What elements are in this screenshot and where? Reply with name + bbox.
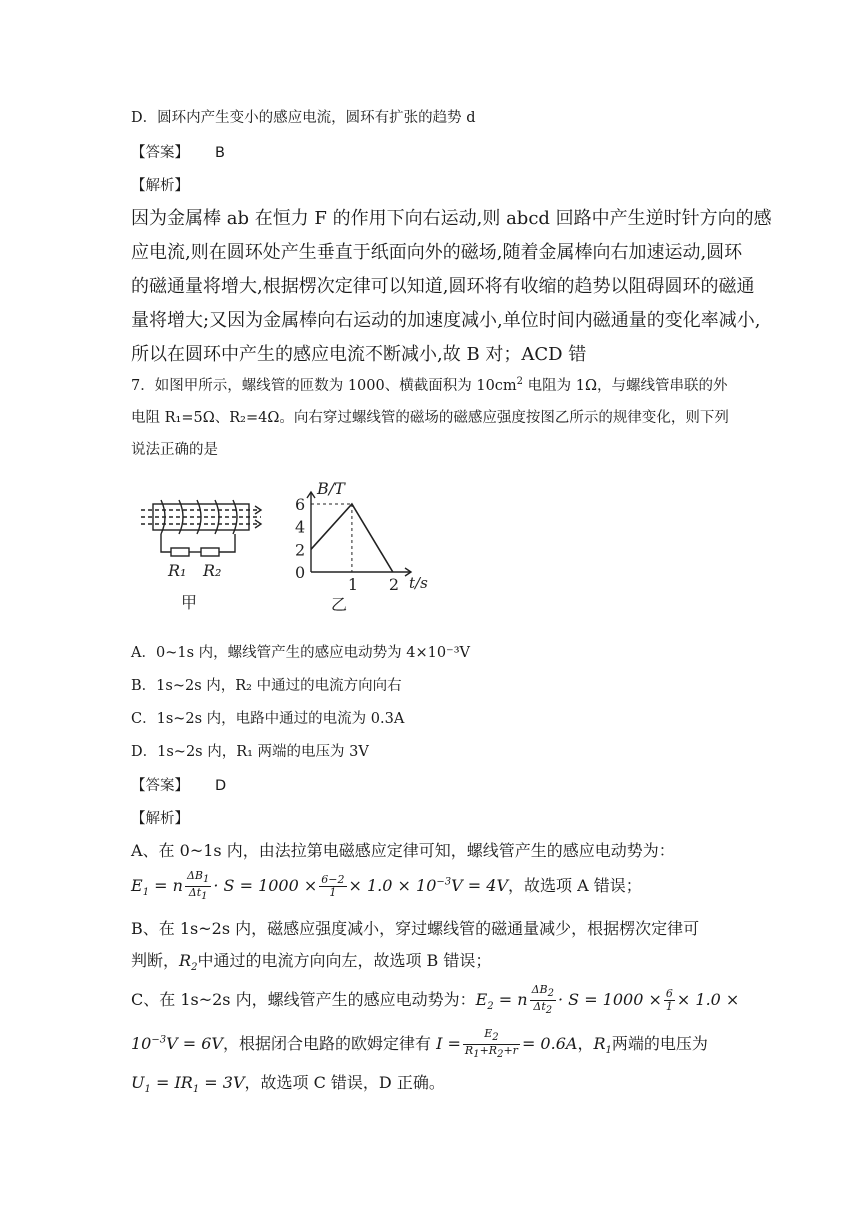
q7-stem-line-3: 说法正确的是 [131,442,218,458]
formula-current: I = $\frac{E_2}{R_1+R_2+r}$ = 0.6A [436,1027,578,1061]
q7-analysis-c-line-1 [131,984,739,1017]
q7-analysis-tag: 【解析】 [131,811,189,827]
q7-option-c: C．1s~2s 内，电路中通过的电流为 0.3A [131,711,405,727]
q7-analysis-c-line-2: $10^{-3}V = 6V$，根据闭合电路的欧姆定律有 I = $\frac{E_2}{R_1+R_2+r}$ = 0.6A，$R_1$两端的电压为 [131,1027,708,1061]
x-axis-label: t/s [409,574,428,592]
q7-a-2: ，故选项 A 错误； [508,876,642,896]
q7-stem-line-1 [131,374,728,395]
formula-r2: $R_2$ [179,951,198,974]
q6-analysis-tag: 【解析】 [131,178,189,194]
q6-analysis-line-3: 的磁通量将增大,根据楞次定律可以知道,圆环将有收缩的趋势以阻碍圆环的磁通 [131,276,755,297]
q7-answer-value: D [215,778,227,794]
q7-option-a: A．0~1s 内，螺线管产生的感应电动势为 4×10⁻³V [131,645,470,661]
formula-e2: $E_2 = n$ $\frac{\Delta B_2}{\Delta t_2}$ · S = 1000 × $\frac{6}{1}$ × 1.0 × [475,983,740,1017]
q7-stem-1sup: 2 [516,376,524,388]
q7-c-2a: ，根据闭合电路的欧姆定律有 [222,1034,431,1054]
q6-answer [131,141,225,162]
b-t-graph [295,479,428,594]
q7-c-2b: 两端的电压为 [611,1034,708,1054]
label-yi: 乙 [331,595,348,614]
y-tick-label: 4 [295,517,306,537]
b-series-line [311,504,393,572]
y-tick-label: 2 [295,540,306,560]
y-tick-label: 0 [295,563,306,582]
q6-answer-value: B [215,145,225,161]
label-r1: R₁ [168,561,187,580]
q7-b-2a: 判断， [131,951,180,970]
formula-r1: $R_1$ [593,1034,612,1057]
label-jia: 甲 [181,593,198,612]
q7-answer [131,774,226,795]
q6-analysis-line-4: 量将增大;又因为金属棒向右运动的加速度减小,单位时间内磁通量的变化率减小, [131,310,761,331]
formula-u1: $U_1 = IR_1 = 3V$ [131,1073,245,1096]
q7-stem-1a: 7．如图甲所示，螺线管的匝数为 1000、横截面积为 10cm [131,378,517,394]
wire-right [219,534,235,552]
q7-analysis-a-line-2 [131,870,642,903]
x-tick-label: 1 [347,575,359,594]
y-axis-label: B/T [317,479,345,498]
q7-analysis-c-line-3 [131,1070,445,1095]
q7-option-b: B．1s~2s 内，R₂ 中通过的电流方向向右 [131,678,402,694]
q7-stem-line-2: 电阻 R₁=5Ω、R₂=4Ω。向右穿过螺线管的磁场的磁感应强度按图乙所示的规律变化，则下列 [131,410,729,426]
q7-option-d: D．1s~2s 内，R₁ 两端的电压为 3V [131,744,369,760]
q6-answer-tag: 【答案】 [131,145,189,161]
q7-c-3: ，故选项 C 错误，D 正确。 [244,1073,445,1092]
solenoid-circuit-diagram [141,500,261,556]
q6-option-d: D．圆环内产生变小的感应电流，圆环有扩张的趋势 d [131,110,476,126]
q6-analysis-line-1: 因为金属棒 ab 在恒力 F 的作用下向右运动,则 abcd 回路中产生逆时针方向的感 [131,208,772,229]
q7-b-2b: 中通过的电流方向向左，故选项 B 错误； [197,951,492,970]
y-tick-label: 6 [295,495,306,514]
formula-e1: $E_1 = n$ $\frac{\Delta B_1}{\Delta t_1}$ · S = 1000 × $\frac{6-2}{1}$ × $1.0 \times 10^{-3}V = 4V$ [131,869,508,903]
resistor-r1 [171,548,189,556]
q7-stem-1b: 电阻为 1Ω，与螺线管串联的外 [523,378,728,394]
q6-analysis-line-5: 所以在圆环中产生的感应电流不断减小,故 B 对；ACD 错 [131,344,587,365]
wire-left [161,534,171,552]
q7-analysis-a-line-1: A、在 0~1s 内，由法拉第电磁感应定律可知，螺线管产生的感应电动势为： [131,841,675,860]
resistor-r2 [201,548,219,556]
label-r2: R₂ [203,561,222,580]
q6-analysis-line-2: 应电流,则在圆环处产生垂直于纸面向外的磁场,随着金属棒向右加速运动,圆环 [131,242,743,263]
q7-analysis-b-line-1: B、在 1s~2s 内，磁感应强度减小，穿过螺线管的磁通量减少，根据楞次定律可 [131,919,700,938]
x-tick-label: 2 [388,575,400,594]
q7-analysis-b-line-2 [131,948,491,973]
q7-answer-tag: 【答案】 [131,778,189,794]
q7-c-1: C、在 1s~2s 内，螺线管产生的感应电动势为： [131,990,476,1010]
q7-figures [131,470,431,620]
formula-e2-cont: $10^{-3}V = 6V$ [131,1034,223,1054]
